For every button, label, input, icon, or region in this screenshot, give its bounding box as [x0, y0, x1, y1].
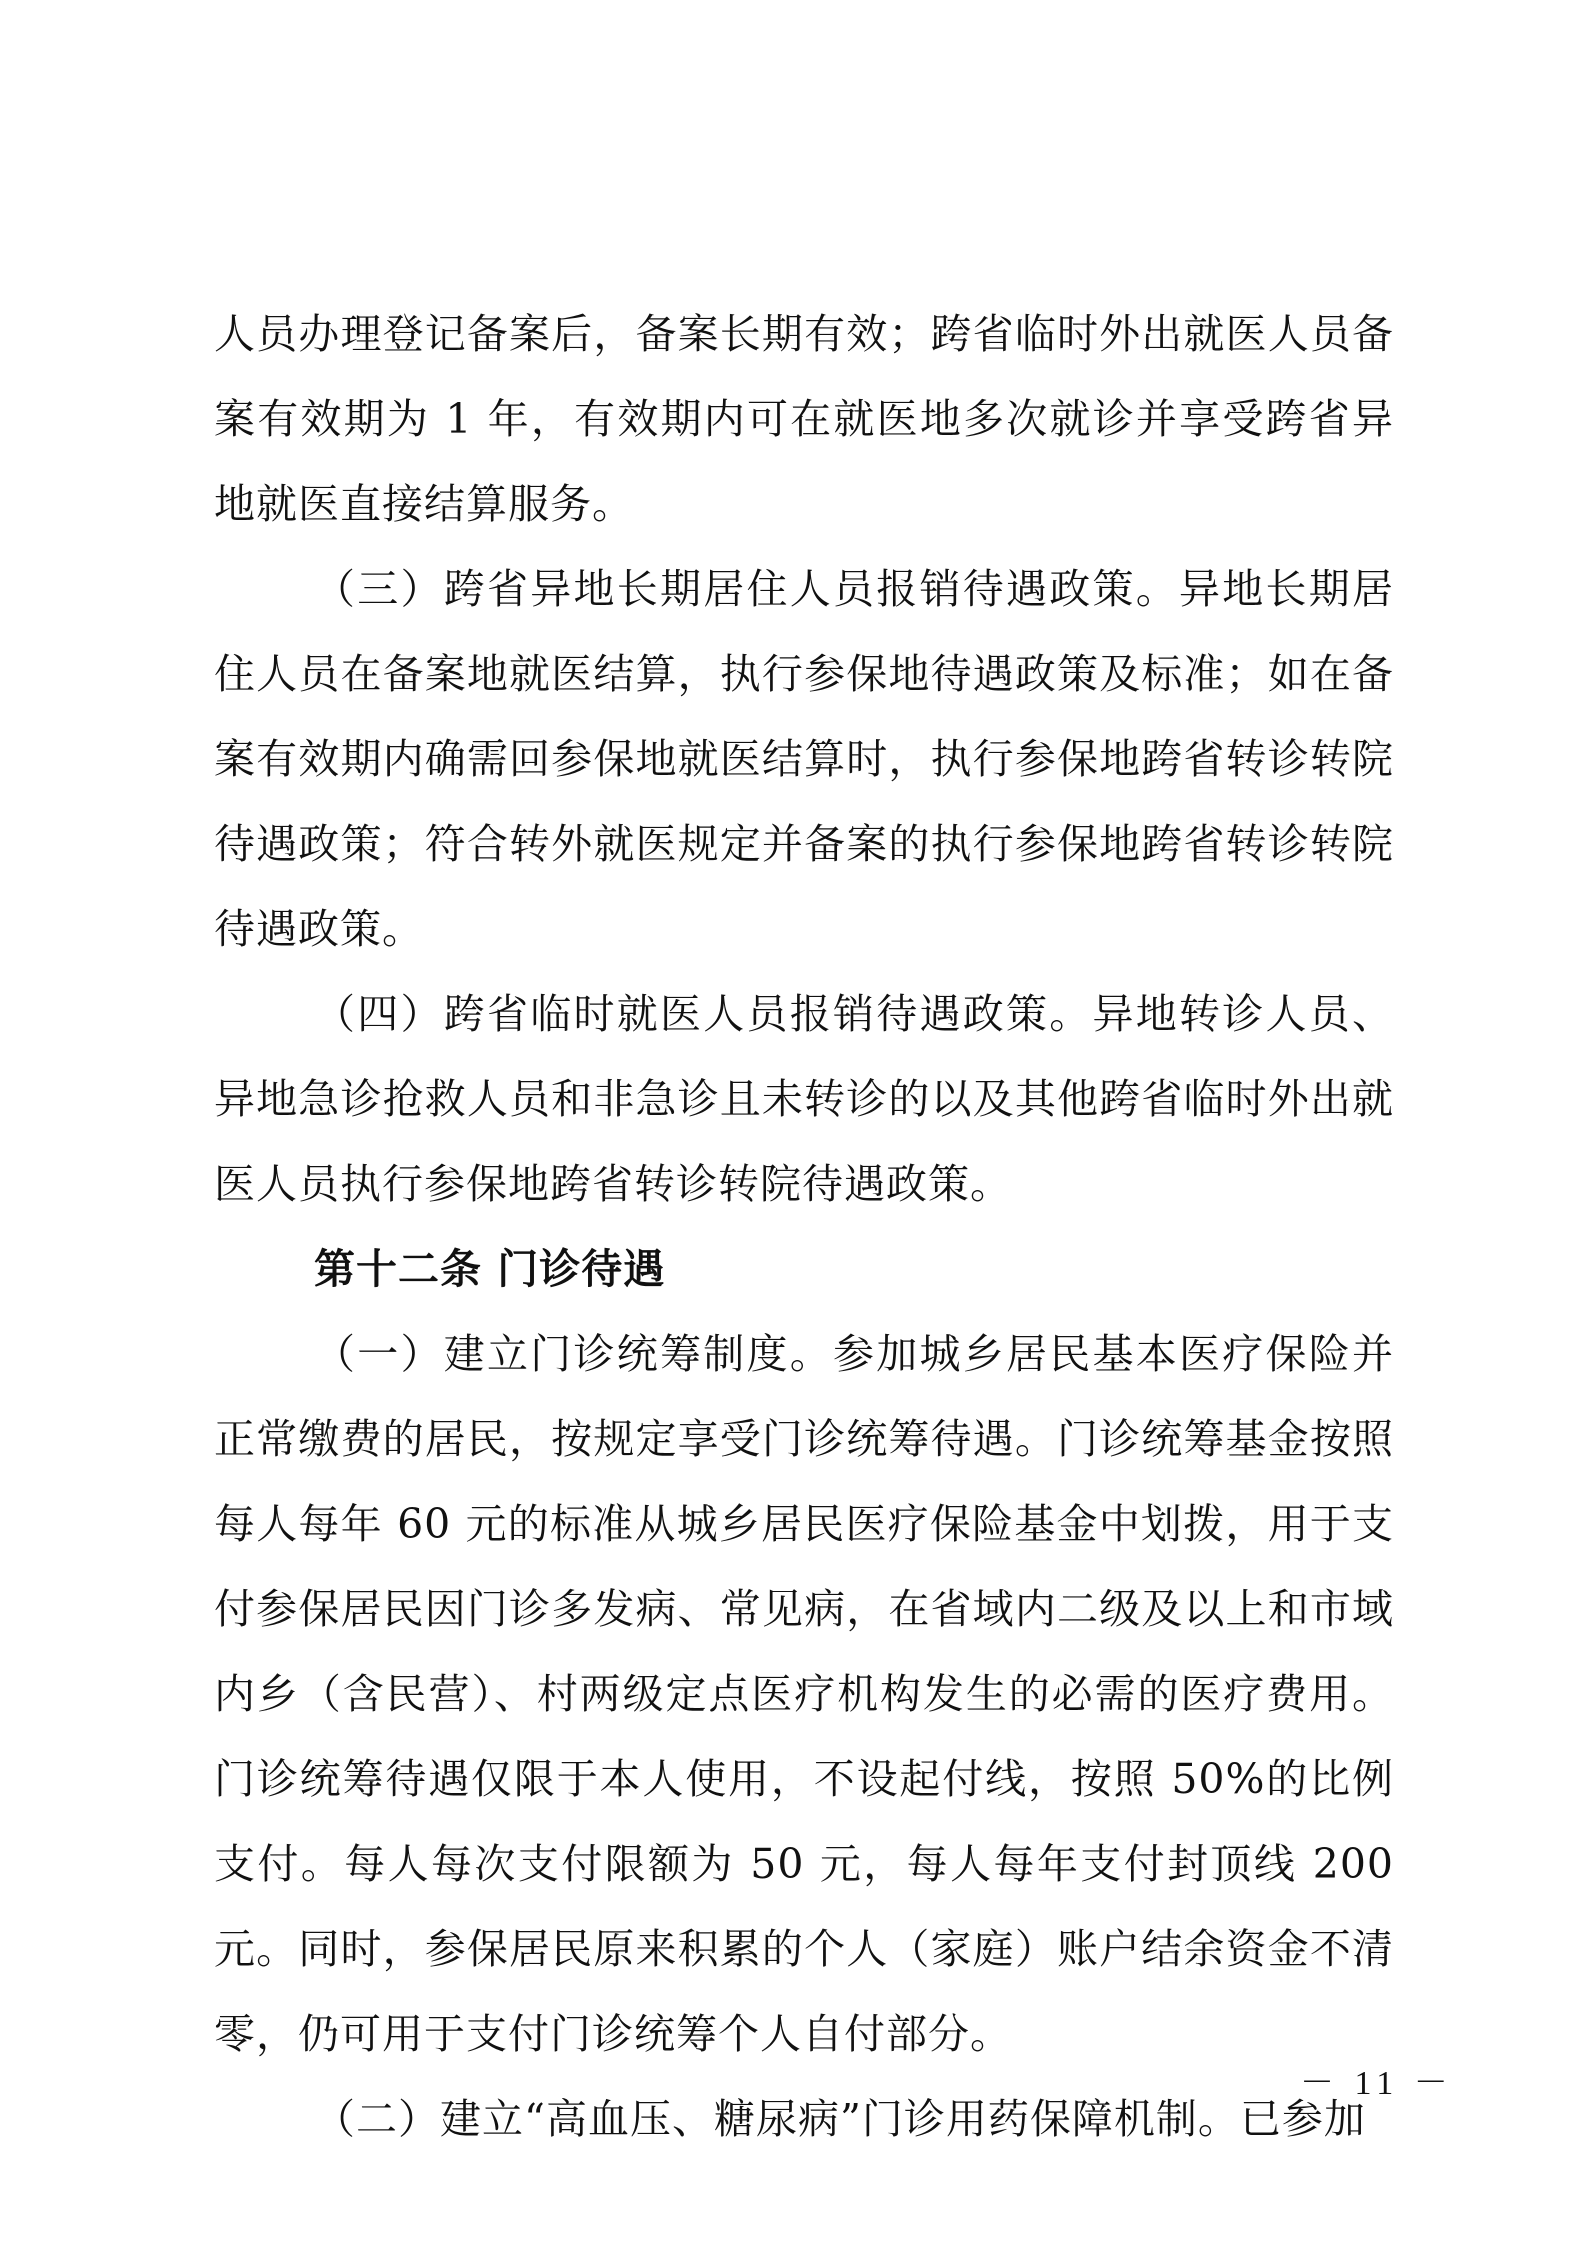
paragraph-outpatient-1: （一）建立门诊统筹制度。参加城乡居民基本医疗保险并正常缴费的居民，按规定享受门诊统筹待遇。门诊统筹基金按照每人每年 60 元的标准从城乡居民医疗保险基金中划拨，用于支付参保居民因门诊多发病、常见病，在省域内二级及以上和市域内乡（含民营）、村两级定点医疗机构发生的必需的医疗费用。门诊统筹待遇仅限于本人使用，不设起付线，按照 50%的比例支付。每人每次支付限额为 50 元，每人每年支付封顶线 200 元。同时，参保居民原来积累的个人（家庭）账户结余资金不清零，仍可用于支付门诊统筹个人自付部分。 [214, 1330, 1394, 2058]
paragraph-continuation: 人员办理登记备案后，备案长期有效；跨省临时外出就医人员备案有效期为 1 年，有效期内可在就医地多次就诊并享受跨省异地就医直接结算服务。 [214, 310, 1394, 528]
page-number: － 11 － [1300, 2065, 1454, 2102]
paragraph-outpatient-2: （二）建立“高血压、糖尿病”门诊用药保障机制。已参加 [314, 2095, 1366, 2143]
paragraph-item-3: （三）跨省异地长期居住人员报销待遇政策。异地长期居住人员在备案地就医结算，执行参保地待遇政策及标准；如在备案有效期内确需回参保地就医结算时，执行参保地跨省转诊转院待遇政策；符合转外就医规定并备案的执行参保地跨省转诊转院待遇政策。 [214, 565, 1394, 953]
document-body [214, 292, 1394, 2162]
paragraph-item-4: （四）跨省临时就医人员报销待遇政策。异地转诊人员、异地急诊抢救人员和非急诊且未转诊的以及其他跨省临时外出就医人员执行参保地跨省转诊转院待遇政策。 [214, 990, 1394, 1208]
article-heading: 第十二条 门诊待遇 [314, 1245, 666, 1293]
